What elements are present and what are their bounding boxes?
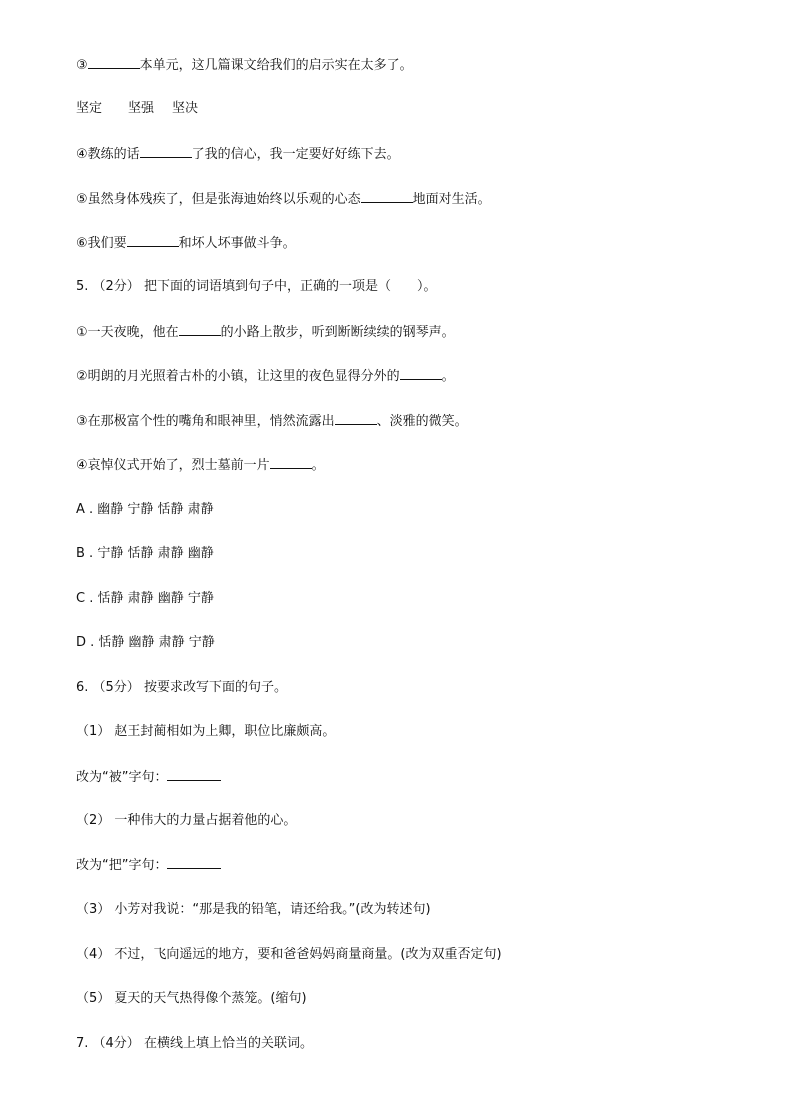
q6-answer-1-label: 改为“被”字句： <box>76 770 168 785</box>
answer-blank[interactable] <box>335 412 377 425</box>
q6-answer-2-label: 改为“把”字句： <box>76 858 168 873</box>
q6-item-5: （5） 夏天的天气热得像个蒸笼。(缩句) <box>76 991 307 1006</box>
q5-sentence-2 <box>76 367 455 385</box>
answer-blank[interactable] <box>127 234 179 247</box>
sentence-3-text: 本单元，这几篇课文给我们的启示实在太多了。 <box>139 58 413 73</box>
answer-blank[interactable] <box>270 456 312 469</box>
q5-sentence-3-prefix: ③在那极富个性的嘴角和眼神里，悄然流露出 <box>76 414 335 429</box>
sentence-3-prefix: ③ <box>76 58 88 73</box>
answer-blank[interactable] <box>361 190 413 203</box>
answer-blank[interactable] <box>400 367 442 380</box>
option-a[interactable]: A . 幽静 宁静 恬静 肃静 <box>76 502 214 517</box>
word-choice: 坚强 <box>128 101 155 116</box>
word-choice: 坚决 <box>172 101 199 116</box>
sentence-6-prefix: ⑥我们要 <box>76 236 127 251</box>
sentence-4-text: 了我的信心，我一定要好好练下去。 <box>191 147 400 162</box>
q5-sentence-4-prefix: ④哀悼仪式开始了，烈士墓前一片 <box>76 458 270 473</box>
answer-blank[interactable] <box>179 323 221 336</box>
question-7-title: 7. （4分） 在横线上填上恰当的关联词。 <box>76 1036 313 1051</box>
q5-sentence-1-prefix: ①一天夜晚，他在 <box>76 325 179 340</box>
q5-sentence-4 <box>76 456 325 474</box>
word-choices <box>76 100 198 118</box>
sentence-4 <box>76 145 400 163</box>
q5-sentence-3 <box>76 412 468 430</box>
q6-item-1: （1） 赵王封蔺相如为上卿，职位比廉颇高。 <box>76 724 336 739</box>
answer-blank[interactable] <box>88 56 140 69</box>
sentence-5 <box>76 190 491 208</box>
q6-answer-1 <box>76 768 221 786</box>
question-6-title: 6. （5分） 按要求改写下面的句子。 <box>76 680 287 695</box>
question-5-title: 5. （2分） 把下面的词语填到句子中，正确的一项是（ ）。 <box>76 279 437 294</box>
sentence-6 <box>76 234 296 252</box>
sentence-3 <box>76 56 413 74</box>
answer-blank[interactable] <box>167 768 221 781</box>
q6-answer-2 <box>76 856 221 874</box>
q5-sentence-1-text: 的小路上散步，听到断断续续的钢琴声。 <box>220 325 455 340</box>
option-d[interactable]: D . 恬静 幽静 肃静 宁静 <box>76 635 215 650</box>
sentence-4-prefix: ④教练的话 <box>76 147 140 162</box>
q5-sentence-2-text: 。 <box>441 369 455 384</box>
q6-item-3: （3） 小芳对我说：“那是我的铅笔，请还给我。”(改为转述句) <box>76 902 431 917</box>
q6-item-4: （4） 不过，飞向遥远的地方，要和爸爸妈妈商量商量。(改为双重否定句) <box>76 947 502 962</box>
word-choice: 坚定 <box>76 101 103 116</box>
option-c[interactable]: C . 恬静 肃静 幽静 宁静 <box>76 591 214 606</box>
sentence-5-prefix: ⑤虽然身体残疾了，但是张海迪始终以乐观的心态 <box>76 192 361 207</box>
q5-sentence-3-text: 、淡雅的微笑。 <box>376 414 468 429</box>
q5-sentence-2-prefix: ②明朗的月光照着古朴的小镇，让这里的夜色显得分外的 <box>76 369 400 384</box>
sentence-6-text: 和坏人坏事做斗争。 <box>178 236 296 251</box>
option-b[interactable]: B . 宁静 恬静 肃静 幽静 <box>76 546 214 561</box>
q5-sentence-4-text: 。 <box>311 458 325 473</box>
answer-blank[interactable] <box>167 856 221 869</box>
q5-sentence-1 <box>76 323 455 341</box>
q6-item-2: （2） 一种伟大的力量占据着他的心。 <box>76 813 297 828</box>
answer-blank[interactable] <box>140 145 192 158</box>
sentence-5-text: 地面对生活。 <box>412 192 491 207</box>
